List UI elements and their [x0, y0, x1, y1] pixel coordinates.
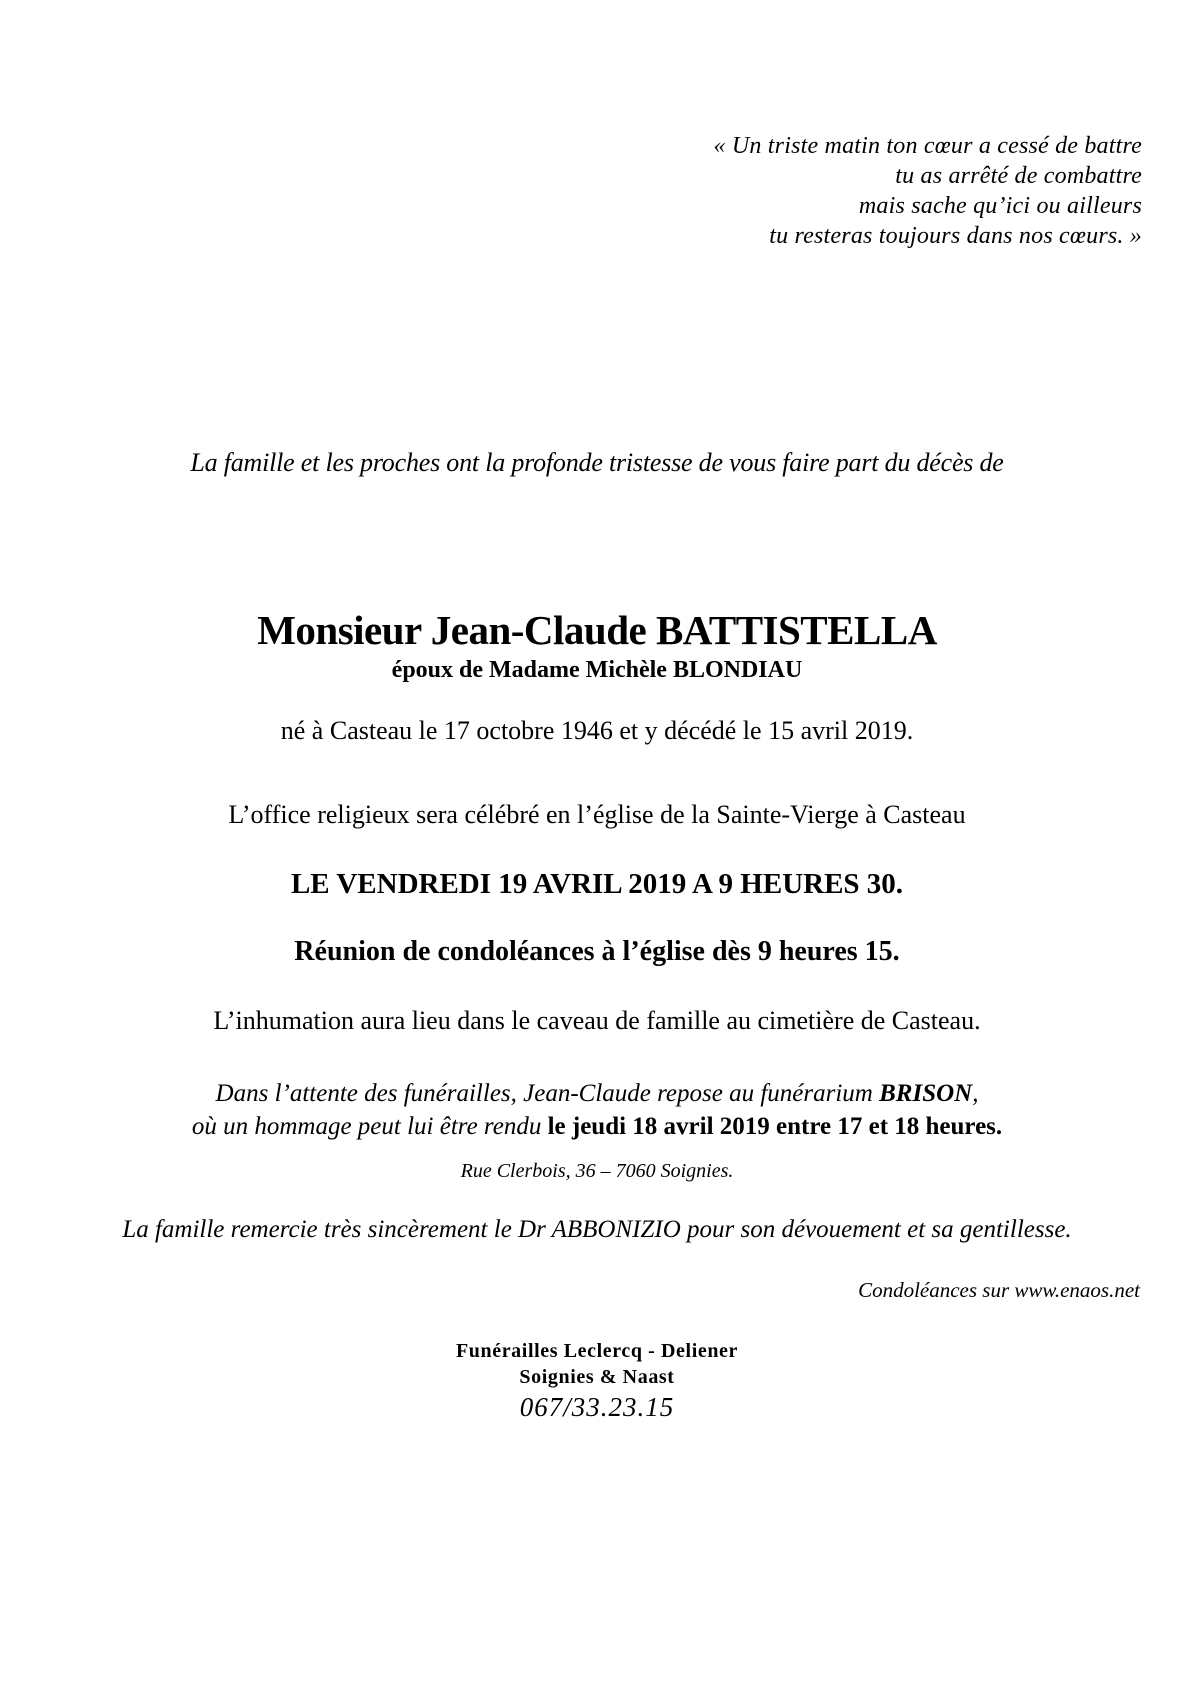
hommage-datetime: le jeudi 18 avril 2019 entre 17 et 18 heures.	[547, 1113, 1003, 1140]
deceased-name: Monsieur Jean-Claude BATTISTELLA	[257, 607, 937, 653]
quote-line-4: tu resteras toujours dans nos cœurs. »	[769, 223, 1142, 249]
ceremony-datetime-line: LE VENDREDI 19 AVRIL 2019 A 9 HEURES 30.	[290, 868, 904, 900]
funerarium-name: BRISON	[879, 1080, 973, 1107]
funerarium-line-2	[0, 1110, 1194, 1143]
funerarium-line1-text: Dans l’attente des funérailles, Jean-Claude repose au funérarium	[215, 1080, 880, 1107]
funerarium-address: Rue Clerbois, 36 – 7060 Soignies.	[460, 1160, 734, 1182]
funerarium-line-1	[0, 1077, 1194, 1110]
online-condolences-line: Condoléances sur www.enaos.net	[858, 1278, 1140, 1302]
quote-line-2: tu as arrêté de combattre	[895, 163, 1142, 189]
funeral-home-cities: Soignies & Naast	[519, 1366, 675, 1388]
quote-line-1: « Un triste matin ton cœur a cessé de battre	[713, 133, 1142, 159]
ceremony-location-line: L’office religieux sera célébré en l’église de la Sainte-Vierge à Casteau	[228, 800, 966, 829]
thanks-line: La famille remercie très sincèrement le Dr ABBONIZIO pour son dévouement et sa gentillesse.	[122, 1216, 1072, 1243]
funerarium-block	[0, 1077, 1194, 1143]
condolences-meeting-line: Réunion de condoléances à l’église dès 9 heures 15.	[294, 936, 900, 967]
life-dates-line: né à Casteau le 17 octobre 1946 et y décédé le 15 avril 2019.	[280, 716, 914, 745]
funeral-home-name: Funérailles Leclercq - Deliener	[455, 1340, 739, 1362]
funerarium-line1-comma: ,	[972, 1080, 979, 1107]
funeral-home-phone: 067/33.23.15	[519, 1392, 675, 1422]
quote-line-3: mais sache qu’ici ou ailleurs	[858, 193, 1142, 219]
burial-line: L’inhumation aura lieu dans le caveau de famille au cimetière de Casteau.	[213, 1006, 981, 1035]
deceased-spouse: époux de Madame Michèle BLONDIAU	[391, 657, 803, 683]
announcement-line: La famille et les proches ont la profonde tristesse de vous faire part du décès de	[190, 448, 1004, 477]
opening-quote	[0, 131, 1142, 251]
hommage-text: où un hommage peut lui être rendu	[191, 1113, 548, 1140]
